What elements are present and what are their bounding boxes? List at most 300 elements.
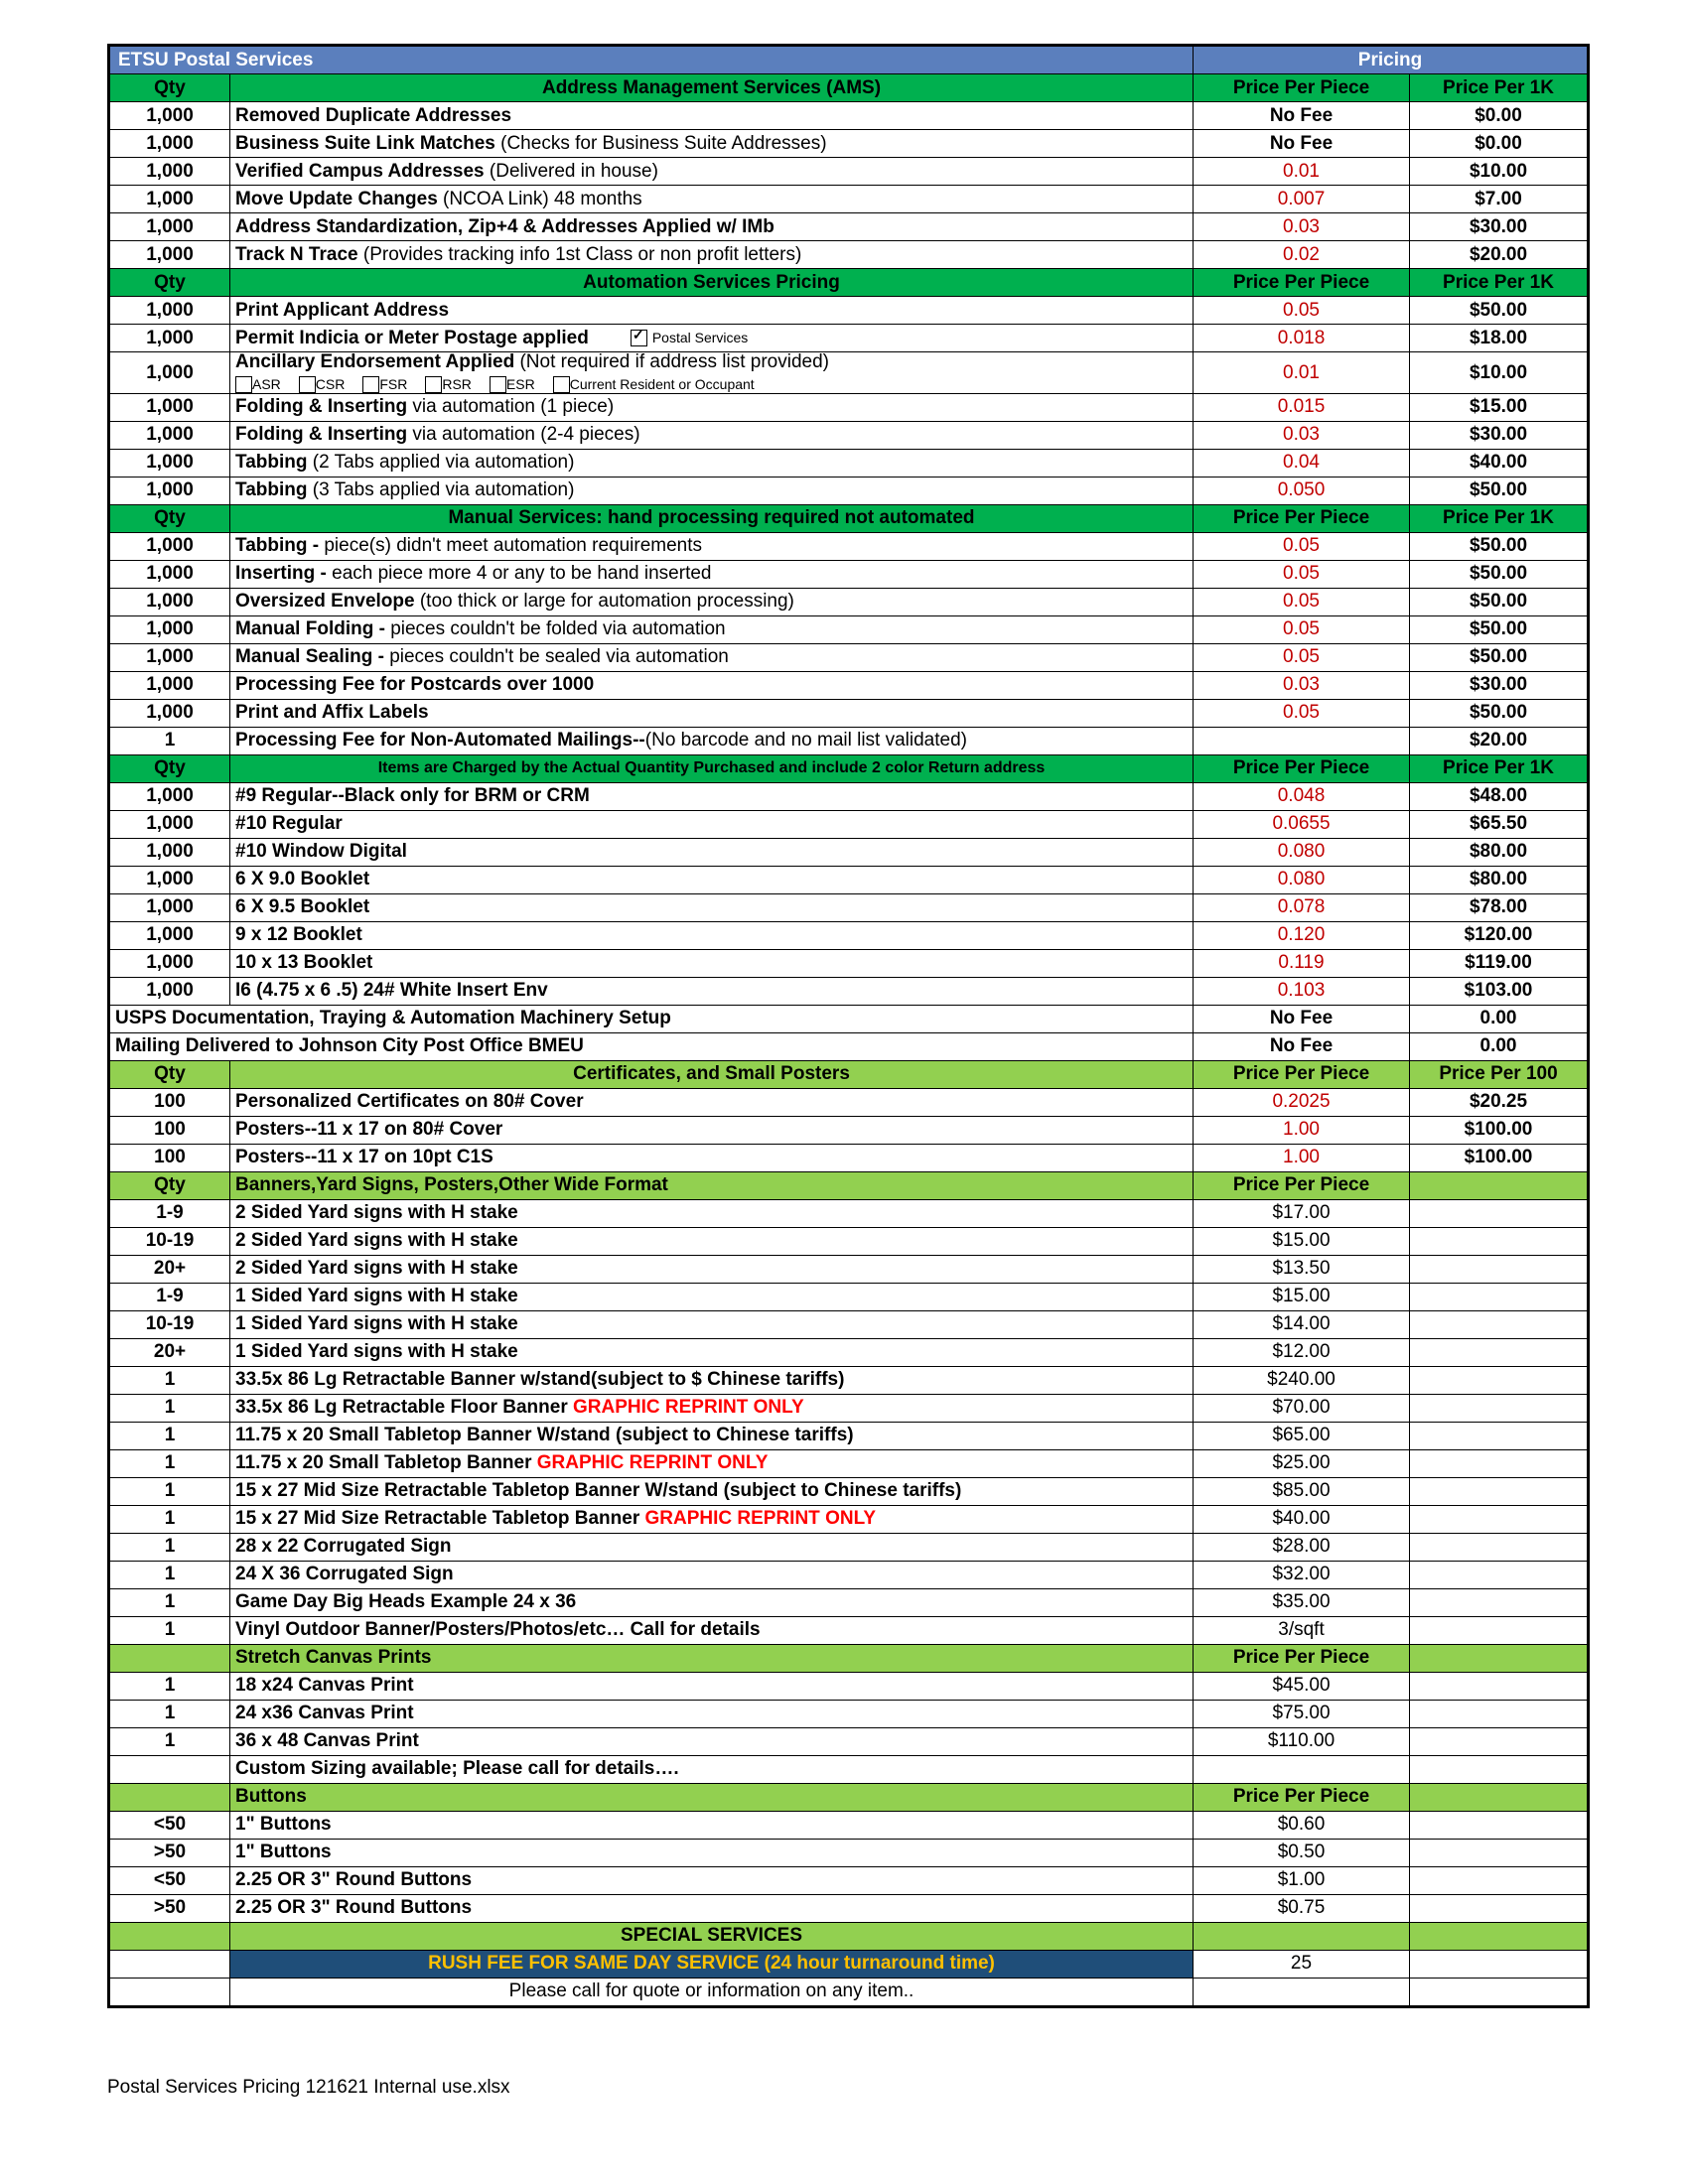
row-empty-cell [1410, 1477, 1589, 1505]
section-pp-header: Price Per Piece [1194, 269, 1410, 297]
row-price-per-piece: 0.01 [1194, 352, 1410, 394]
endorsement-checkbox-group [235, 376, 1188, 393]
row-description [230, 158, 1194, 186]
row-description: 18 x24 Canvas Print [230, 1672, 1194, 1700]
row-price-per-piece: 0.05 [1194, 588, 1410, 615]
section-title: Manual Services: hand processing required not automated [230, 504, 1194, 532]
row-description [230, 866, 1194, 893]
row-qty: 1 [109, 1533, 230, 1561]
row-price-per-piece: 0.120 [1194, 921, 1410, 949]
row-empty-cell [1410, 1533, 1589, 1561]
checkbox-label: CSR [315, 376, 346, 393]
call-note-row [109, 1978, 1589, 2006]
row-description [230, 782, 1194, 810]
row-qty: 1-9 [109, 1283, 230, 1310]
row-description [230, 186, 1194, 213]
row-description [230, 1338, 1194, 1366]
desc-bold: Tabbing [235, 452, 308, 474]
row-price-per-piece [1194, 727, 1410, 754]
table-row [109, 1588, 1589, 1616]
table-row [109, 699, 1589, 727]
table-row [109, 1533, 1589, 1561]
row-price-per-1k: $50.00 [1410, 532, 1589, 560]
desc-bold: Ancillary Endorsement Applied [235, 351, 515, 372]
row-qty: 1 [109, 1588, 230, 1616]
section-pp-header: Price Per Piece [1194, 1171, 1410, 1199]
desc-note: (Delivered in house) [484, 160, 658, 182]
row-empty-cell [1410, 1755, 1589, 1783]
table-row [109, 1755, 1589, 1783]
row-price-per-piece: $240.00 [1194, 1366, 1410, 1394]
table-row [109, 449, 1589, 477]
row-price-per-piece: $13.50 [1194, 1255, 1410, 1283]
table-row [109, 671, 1589, 699]
table-row [109, 949, 1589, 977]
desc-note: (2 Tabs applied via automation) [307, 452, 575, 474]
desc-bold: Inserting - [235, 563, 333, 585]
section-qty-header: Qty [109, 504, 230, 532]
section-qty-header: Qty [109, 754, 230, 782]
row-qty: >50 [109, 1894, 230, 1922]
row-qty: <50 [109, 1811, 230, 1839]
row-price-per-1k: $50.00 [1410, 297, 1589, 325]
section-empty-qty-header [109, 1644, 230, 1672]
table-row [109, 727, 1589, 754]
row-price-per-piece: 0.103 [1194, 977, 1410, 1005]
desc-bold: Manual Sealing - [235, 646, 390, 668]
row-description: 2.25 OR 3" Round Buttons [230, 1894, 1194, 1922]
row-empty-cell [1410, 1588, 1589, 1616]
row-price-per-piece: $28.00 [1194, 1533, 1410, 1561]
desc-text: 2 Sided Yard signs with H stake [235, 1230, 518, 1252]
desc-note: (NCOA Link) 48 months [437, 188, 642, 209]
row-description [230, 297, 1194, 325]
row-price-per-1k: $50.00 [1410, 560, 1589, 588]
rush-fee-label: RUSH FEE FOR SAME DAY SERVICE (24 hour turnaround time) [230, 1950, 1194, 1978]
reprint-note: GRAPHIC REPRINT ONLY [644, 1508, 877, 1530]
row-empty-cell [1410, 1255, 1589, 1283]
row-price-per-piece: $25.00 [1194, 1449, 1410, 1477]
section-header-special-services [109, 1922, 1589, 1950]
row-price-per-piece: $75.00 [1194, 1700, 1410, 1727]
desc-bold: Verified Campus Addresses [235, 160, 485, 182]
row-qty: 1,000 [109, 325, 230, 352]
row-qty: 100 [109, 1144, 230, 1171]
desc-bold: Move Update Changes [235, 188, 438, 209]
table-row [109, 1449, 1589, 1477]
row-qty: 1,000 [109, 297, 230, 325]
section-qty-header: Qty [109, 1171, 230, 1199]
row-price-per-1k: $20.00 [1410, 241, 1589, 269]
row-qty: 1,000 [109, 782, 230, 810]
table-row [109, 893, 1589, 921]
table-row [109, 810, 1589, 838]
table-row [109, 352, 1589, 394]
checkbox-postal-services[interactable] [631, 330, 647, 346]
section-title: Stretch Canvas Prints [230, 1644, 1194, 1672]
row-qty: 1,000 [109, 838, 230, 866]
table-row [109, 615, 1589, 643]
row-price-per-piece: 0.05 [1194, 699, 1410, 727]
rush-fee-row [109, 1950, 1589, 1978]
checkbox-rsr[interactable] [425, 376, 442, 393]
table-row [109, 1116, 1589, 1144]
row-price-per-1k: $80.00 [1410, 866, 1589, 893]
row-description [230, 949, 1194, 977]
row-qty: 1,000 [109, 158, 230, 186]
section-qty-header: Qty [109, 1060, 230, 1088]
row-price-per-piece: 0.119 [1194, 949, 1410, 977]
table-row [109, 1672, 1589, 1700]
row-qty: 1,000 [109, 393, 230, 421]
desc-bold: Track N Trace [235, 243, 358, 265]
row-description [230, 532, 1194, 560]
row-description [230, 352, 1194, 394]
row-empty-cell [1410, 1894, 1589, 1922]
row-description [230, 1199, 1194, 1227]
row-description [230, 449, 1194, 477]
row-qty: 1,000 [109, 977, 230, 1005]
row-description [230, 1533, 1194, 1561]
section-title: Banners,Yard Signs, Posters,Other Wide Format [230, 1171, 1194, 1199]
row-empty-cell [1410, 1199, 1589, 1227]
row-description [230, 699, 1194, 727]
row-qty: 1,000 [109, 130, 230, 158]
row-price-per-1k: $30.00 [1410, 213, 1589, 241]
row-price-per-piece: 0.048 [1194, 782, 1410, 810]
row-price-per-piece: $65.00 [1194, 1422, 1410, 1449]
row-qty: 1,000 [109, 477, 230, 504]
table-row [109, 1394, 1589, 1422]
row-price-per-piece: $85.00 [1194, 1477, 1410, 1505]
row-price-per-piece: 0.015 [1194, 393, 1410, 421]
row-price-per-piece: No Fee [1194, 102, 1410, 130]
row-description: Custom Sizing available; Please call for details…. [230, 1755, 1194, 1783]
row-description [230, 810, 1194, 838]
checkbox-asr[interactable] [235, 376, 252, 393]
row-price-per-1k: $18.00 [1410, 325, 1589, 352]
table-row [109, 325, 1589, 352]
table-row [109, 1310, 1589, 1338]
row-empty-cell [1410, 1338, 1589, 1366]
desc-note: (too thick or large for automation processing) [414, 591, 794, 613]
table-row [109, 1866, 1589, 1894]
row-price-per-piece: 0.04 [1194, 449, 1410, 477]
table-row [109, 588, 1589, 615]
row-price-per-piece: 0.05 [1194, 643, 1410, 671]
row-qty: 1 [109, 1449, 230, 1477]
row-price-per-1k: $50.00 [1410, 699, 1589, 727]
row-empty-cell [1410, 1227, 1589, 1255]
row-price-per-piece: No Fee [1194, 1032, 1410, 1060]
row-description [230, 241, 1194, 269]
row-price-per-piece: $110.00 [1194, 1727, 1410, 1755]
table-row [109, 241, 1589, 269]
row-empty-cell [1410, 1727, 1589, 1755]
section-header-banners [109, 1171, 1589, 1199]
section-header-buttons [109, 1783, 1589, 1811]
row-price-per-piece: $15.00 [1194, 1227, 1410, 1255]
row-qty: 1,000 [109, 186, 230, 213]
checkbox-csr[interactable] [299, 376, 316, 393]
checkbox-label: Current Resident or Occupant [569, 376, 755, 393]
section-p100-header: Price Per 100 [1410, 1060, 1589, 1088]
desc-note: pieces couldn't be folded via automation [390, 618, 726, 640]
row-price-per-piece: 0.05 [1194, 560, 1410, 588]
row-description [230, 1394, 1194, 1422]
section-header-certificates [109, 1060, 1589, 1088]
row-empty-cell [1410, 1449, 1589, 1477]
row-price-per-1k: $10.00 [1410, 158, 1589, 186]
row-price-per-piece: $40.00 [1194, 1505, 1410, 1533]
row-price-per-piece: $17.00 [1194, 1199, 1410, 1227]
row-empty-cell [1410, 1978, 1589, 2006]
row-description: 24 x36 Canvas Print [230, 1700, 1194, 1727]
checkbox-label: FSR [379, 376, 408, 393]
desc-text: 11.75 x 20 Small Tabletop Banner W/stand (subject to Chinese tariffs) [235, 1425, 854, 1446]
section-p1k-header: Price Per 1K [1410, 504, 1589, 532]
row-price-per-piece: $14.00 [1194, 1310, 1410, 1338]
desc-note: (Provides tracking info 1st Class or non profit letters) [357, 243, 802, 265]
desc-note: each piece more 4 or any to be hand inserted [332, 563, 712, 585]
row-description [230, 477, 1194, 504]
table-row [109, 130, 1589, 158]
row-description [230, 977, 1194, 1005]
table-row [109, 1505, 1589, 1533]
row-price-per-piece: $32.00 [1194, 1561, 1410, 1588]
table-row [109, 1811, 1589, 1839]
row-price-per-piece: 0.03 [1194, 213, 1410, 241]
row-qty: 1 [109, 1616, 230, 1644]
section-pp-header: Price Per Piece [1194, 1644, 1410, 1672]
row-qty: 1 [109, 1422, 230, 1449]
section-pp-header: Price Per Piece [1194, 1060, 1410, 1088]
table-row [109, 866, 1589, 893]
table-row [109, 921, 1589, 949]
table-row [109, 1227, 1589, 1255]
section-pp-header: Price Per Piece [1194, 74, 1410, 102]
row-qty: 1 [109, 727, 230, 754]
desc-text: 15 x 27 Mid Size Retractable Tabletop Banner W/stand (subject to Chinese tariffs) [235, 1480, 962, 1502]
desc-text: 24 X 36 Corrugated Sign [235, 1564, 454, 1585]
row-price-per-1k: $50.00 [1410, 643, 1589, 671]
row-description [230, 102, 1194, 130]
section-empty-header [1410, 1171, 1589, 1199]
row-price-per-piece: 3/sqft [1194, 1616, 1410, 1644]
row-empty-cell [1410, 1422, 1589, 1449]
table-row [109, 782, 1589, 810]
row-price-per-piece: 0.05 [1194, 297, 1410, 325]
row-description: 2.25 OR 3" Round Buttons [230, 1866, 1194, 1894]
row-qty: 1 [109, 1727, 230, 1755]
row-qty: 1,000 [109, 893, 230, 921]
row-price-per-piece: 1.00 [1194, 1144, 1410, 1171]
section-header [109, 754, 1589, 782]
desc-note: (3 Tabs applied via automation) [307, 479, 575, 501]
section-empty-header [1410, 1644, 1589, 1672]
desc-text: 33.5x 86 Lg Retractable Floor Banner [235, 1397, 574, 1419]
table-row [109, 1366, 1589, 1394]
desc-bold: #10 Regular [235, 813, 343, 835]
desc-bold: Processing Fee for Postcards over 1000 [235, 674, 595, 696]
section-p1k-header: Price Per 1K [1410, 74, 1589, 102]
row-empty-cell [109, 1978, 230, 2006]
section-qty-header: Qty [109, 74, 230, 102]
row-description [230, 588, 1194, 615]
row-price-per-1k: $78.00 [1410, 893, 1589, 921]
row-price-per-piece: 0.050 [1194, 477, 1410, 504]
row-description [230, 671, 1194, 699]
row-qty: 1,000 [109, 102, 230, 130]
row-description: 1" Buttons [230, 1811, 1194, 1839]
row-description [230, 1505, 1194, 1533]
row-qty: 1,000 [109, 588, 230, 615]
row-empty-cell [1410, 1561, 1589, 1588]
row-empty-cell [1410, 1700, 1589, 1727]
row-description [230, 615, 1194, 643]
row-description [230, 1227, 1194, 1255]
row-price-per-1k: $119.00 [1410, 949, 1589, 977]
row-description: Posters--11 x 17 on 10pt C1S [230, 1144, 1194, 1171]
row-empty-cell [1410, 1283, 1589, 1310]
desc-note: (No barcode and no mail list validated) [644, 730, 967, 751]
row-empty-cell [1410, 1310, 1589, 1338]
title-bar [109, 46, 1589, 74]
row-price-per-1k: $30.00 [1410, 421, 1589, 449]
table-row [109, 1422, 1589, 1449]
table-row [109, 1283, 1589, 1310]
row-price-per-piece: 0.05 [1194, 615, 1410, 643]
org-title: ETSU Postal Services [109, 46, 1194, 74]
checkbox-esr[interactable] [490, 376, 506, 393]
row-price-per-piece: 0.0655 [1194, 810, 1410, 838]
table-row [109, 1144, 1589, 1171]
row-price-per-1k: $7.00 [1410, 186, 1589, 213]
reprint-note: GRAPHIC REPRINT ONLY [536, 1452, 769, 1474]
section-title: Items are Charged by the Actual Quantity Purchased and include 2 color Return address [230, 754, 1194, 782]
row-qty: 20+ [109, 1338, 230, 1366]
table-row [109, 1894, 1589, 1922]
desc-bold: I6 (4.75 x 6 .5) 24# White Insert Env [235, 980, 548, 1002]
table-row [109, 1477, 1589, 1505]
section-header [109, 269, 1589, 297]
desc-bold: Print Applicant Address [235, 299, 450, 321]
section-title: Address Management Services (AMS) [230, 74, 1194, 102]
section-p1k-header: Price Per 1K [1410, 754, 1589, 782]
row-price-per-piece: No Fee [1194, 130, 1410, 158]
desc-text: 15 x 27 Mid Size Retractable Tabletop Banner [235, 1508, 645, 1530]
row-qty: 1,000 [109, 241, 230, 269]
row-price-per-piece: 0.03 [1194, 671, 1410, 699]
row-description: Personalized Certificates on 80# Cover [230, 1088, 1194, 1116]
row-qty: 1,000 [109, 213, 230, 241]
desc-note: piece(s) didn't meet automation requirements [324, 535, 703, 557]
row-description [230, 921, 1194, 949]
desc-bold: 6 X 9.5 Booklet [235, 896, 370, 918]
row-qty: 1,000 [109, 699, 230, 727]
desc-text: 2 Sided Yard signs with H stake [235, 1202, 518, 1224]
row-description [230, 893, 1194, 921]
desc-bold: Tabbing [235, 479, 308, 501]
row-description: USPS Documentation, Traying & Automation Machinery Setup [109, 1005, 1194, 1032]
row-price-per-1k: $0.00 [1410, 130, 1589, 158]
section-pp-header: Price Per Piece [1194, 754, 1410, 782]
section-empty-header [1410, 1922, 1589, 1950]
checkbox-label: Postal Services [651, 330, 749, 346]
row-price-per-1k: $15.00 [1410, 393, 1589, 421]
row-description [230, 560, 1194, 588]
row-empty-cell [1410, 1616, 1589, 1644]
row-description [230, 1422, 1194, 1449]
row-qty: 1 [109, 1394, 230, 1422]
row-empty-cell [1410, 1839, 1589, 1866]
row-qty: 1,000 [109, 671, 230, 699]
row-description [230, 1561, 1194, 1588]
row-price-per-piece: No Fee [1194, 1005, 1410, 1032]
desc-note: (Not required if address list provided) [514, 351, 829, 372]
row-price-per-1k: $20.00 [1410, 727, 1589, 754]
row-qty: 100 [109, 1088, 230, 1116]
row-description [230, 213, 1194, 241]
desc-bold: Folding & Inserting [235, 396, 408, 418]
row-qty: 1 [109, 1561, 230, 1588]
desc-text: Game Day Big Heads Example 24 x 36 [235, 1591, 577, 1613]
desc-text: 11.75 x 20 Small Tabletop Banner [235, 1452, 537, 1474]
desc-bold: Oversized Envelope [235, 591, 415, 613]
row-qty: 1,000 [109, 810, 230, 838]
section-title: Automation Services Pricing [230, 269, 1194, 297]
section-p1k-header: Price Per 1K [1410, 269, 1589, 297]
row-qty: 1 [109, 1505, 230, 1533]
table-row [109, 297, 1589, 325]
row-qty: 20+ [109, 1255, 230, 1283]
table-row [109, 421, 1589, 449]
table-row [109, 1338, 1589, 1366]
table-row [109, 186, 1589, 213]
row-price-per-1k: $50.00 [1410, 615, 1589, 643]
row-qty: 1,000 [109, 449, 230, 477]
row-price-per-1k: $103.00 [1410, 977, 1589, 1005]
table-row [109, 213, 1589, 241]
table-row [109, 1839, 1589, 1866]
section-header [109, 504, 1589, 532]
section-header [109, 74, 1589, 102]
row-description: 1" Buttons [230, 1839, 1194, 1866]
row-price-per-100: $100.00 [1410, 1116, 1589, 1144]
row-price-per-1k: $10.00 [1410, 352, 1589, 394]
pricing-table [107, 44, 1590, 2008]
row-description [230, 838, 1194, 866]
row-price-per-piece: $0.60 [1194, 1811, 1410, 1839]
row-qty: >50 [109, 1839, 230, 1866]
row-qty: 1-9 [109, 1199, 230, 1227]
checkbox-fsr[interactable] [362, 376, 379, 393]
checkbox-label: ASR [252, 376, 281, 393]
table-row [109, 643, 1589, 671]
row-price-per-1k: $50.00 [1410, 477, 1589, 504]
row-qty: 1 [109, 1672, 230, 1700]
row-description [230, 1283, 1194, 1310]
row-description [230, 393, 1194, 421]
table-row [109, 1199, 1589, 1227]
table-row [109, 560, 1589, 588]
checkbox-current-resident-or-occupant[interactable] [553, 376, 570, 393]
postal-services-checkbox-group [631, 330, 766, 346]
row-price-per-100: $100.00 [1410, 1144, 1589, 1171]
row-price-per-piece: $35.00 [1194, 1588, 1410, 1616]
row-description [230, 1588, 1194, 1616]
table-row [109, 838, 1589, 866]
